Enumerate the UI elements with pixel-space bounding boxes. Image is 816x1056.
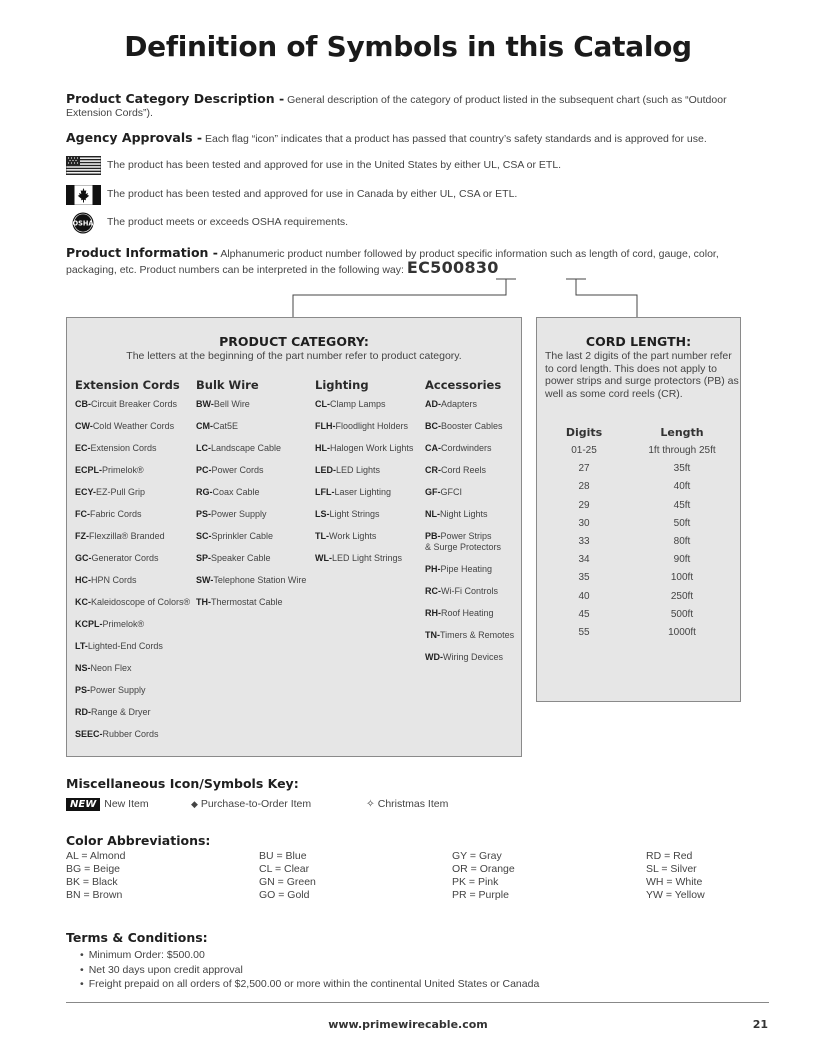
color-abbreviation: AL = Almond [66,850,126,862]
category-item [425,531,514,564]
category-name: Clamp Lamps [330,399,386,409]
category-item [196,465,306,487]
category-item [196,443,306,465]
category-name: Range & Dryer [91,707,151,717]
color-abbreviation: GN = Green [259,876,316,888]
category-name: Timers & Remotes [440,630,515,640]
category-item [425,652,514,674]
category-name: Booster Cables [441,421,503,431]
category-code: HC- [75,575,91,585]
category-code: PH- [425,564,441,574]
category-item [315,487,413,509]
product-category-heading: PRODUCT CATEGORY: [219,334,369,349]
category-item [425,421,514,443]
category-item [196,597,306,619]
product-category-box [66,317,522,757]
category-name: Cat5E [213,421,239,431]
category-name: Wiring Devices [443,652,504,662]
cord-length-table-header [545,426,741,439]
category-code: NS- [75,663,91,673]
category-item [75,399,190,421]
terms-heading: Terms & Conditions: [66,930,208,945]
christmas-star-icon: ✧ [366,798,375,810]
category-item [425,465,514,487]
terms-item: • Freight prepaid on all orders of $2,500.00 or more within the continental United States or Canada [80,977,539,992]
category-code: GC- [75,553,92,563]
page-number: 21 [752,1018,768,1031]
category-name: Extension Cords [90,443,157,453]
color-abbreviation: RD = Red [646,850,693,862]
category-code: KCPL- [75,619,103,629]
category-name: LED Lights [336,465,381,475]
category-item [425,443,514,465]
digits-cell: 30 [578,517,590,529]
category-code: LS- [315,509,330,519]
color-abbreviation: WH = White [646,876,703,888]
color-abbreviation: GY = Gray [452,850,502,862]
agency-approvals [66,131,766,146]
category-name: Rubber Cords [102,729,159,739]
length-cell: 500ft [670,608,694,620]
color-abbreviation: OR = Orange [452,863,515,875]
category-item [315,509,413,531]
category-code: HL- [315,443,330,453]
length-cell: 250ft [670,590,694,602]
category-name: Primelok® [102,465,144,475]
category-item [75,465,190,487]
category-item [75,487,190,509]
category-name: Power Supply [211,509,267,519]
color-abbreviation: CL = Clear [259,863,310,875]
category-item [196,553,306,575]
category-name: Power Strips [440,531,492,541]
color-abbreviation: BK = Black [66,876,118,888]
category-code: CL- [315,399,330,409]
category-item [196,421,306,443]
category-code: BW- [196,399,214,409]
category-code: BC- [425,421,441,431]
category-code: CR- [425,465,441,475]
category-column-title: Extension Cords [75,378,180,392]
cord-length-row [545,445,741,463]
category-code: SEEC- [75,729,103,739]
cord-length-row [545,572,741,590]
category-code: WD- [425,652,443,662]
us-approval-text: The product has been tested and approved for use in the United States by either UL, CSA or ETL. [107,159,562,171]
category-name: Wi-Fi Controls [441,586,499,596]
category-name: Cold Weather Cords [92,421,175,431]
category-code: TN- [425,630,440,640]
category-item [75,685,190,707]
cord-length-row [545,536,741,554]
category-code: FLH- [315,421,336,431]
category-code: TL- [315,531,329,541]
category-name-line2: & Surge Protectors [425,542,502,552]
digits-cell: 55 [578,626,590,638]
category-item [315,421,413,443]
category-item [75,729,190,751]
misc-christmas-item [366,798,448,814]
category-code: CA- [425,443,441,453]
color-abbreviation: PK = Pink [452,876,499,888]
color-column [66,850,125,902]
color-abbreviation: SL = Silver [646,863,697,875]
color-abbreviation: GO = Gold [259,889,310,901]
category-code: RH- [425,608,441,618]
category-code: SW- [196,575,214,585]
category-name: LED Light Strings [332,553,403,563]
product-category-description-text: General description of the category of product listed in the subsequent chart (such as “Outdoor Extension Cords”). [66,94,727,119]
color-abbreviation: BN = Brown [66,889,123,901]
category-item [315,443,413,465]
product-information [66,246,766,277]
category-item [75,443,190,465]
category-item [315,531,413,553]
cord-length-row [545,500,741,518]
category-code: FC- [75,509,90,519]
category-name: Coax Cable [212,487,260,497]
category-code: CW- [75,421,93,431]
misc-purchase-to-order [191,798,311,814]
category-name: Telephone Station Wire [213,575,307,585]
color-column [646,850,705,902]
category-item [196,509,306,531]
terms-list [80,948,539,992]
category-code: LC- [196,443,211,453]
digits-cell: 29 [578,499,590,511]
category-name: GFCI [440,487,462,497]
us-flag-icon [66,156,101,175]
category-name: Generator Cords [91,553,159,563]
category-item [196,487,306,509]
category-column-title: Lighting [315,378,369,392]
category-code: KC- [75,597,91,607]
category-code: LFL- [315,487,335,497]
category-code: SC- [196,531,212,541]
digits-cell: 35 [578,572,590,584]
cord-length-row [545,609,741,627]
christmas-item-label: Christmas Item [377,798,449,810]
color-column [259,850,316,902]
category-name: Work Lights [329,531,377,541]
length-cell: 90ft [673,554,691,566]
category-item [75,509,190,531]
category-code: PS- [196,509,212,519]
purchase-to-order-label: Purchase-to-Order Item [200,798,312,810]
color-abbreviation: BG = Beige [66,863,120,875]
category-item [315,553,413,575]
category-item [75,619,190,641]
category-name: EZ-Pull Grip [96,487,146,497]
category-item [75,531,190,553]
category-item [315,465,413,487]
category-code: LED- [315,465,336,475]
category-item [75,707,190,729]
category-code: AD- [425,399,441,409]
category-name: Cord Reels [441,465,487,475]
digits-cell: 28 [578,481,590,493]
length-column-header: Length [660,426,704,439]
category-item [425,399,514,421]
category-code: RC- [425,586,441,596]
length-cell: 80ft [673,535,691,547]
length-cell: 45ft [673,499,691,511]
category-name: Circuit Breaker Cords [91,399,178,409]
osha-text: The product meets or exceeds OSHA requirements. [107,216,349,228]
category-item [425,487,514,509]
cord-length-row [545,463,741,481]
osha-icon [72,212,94,234]
category-code: CB- [75,399,91,409]
length-cell: 1000ft [668,626,696,638]
cord-length-description: The last 2 digits of the part number refer to cord length. This does not apply to power strips and surge protectors (PB) as well as some cord reels (CR). [545,350,739,400]
category-item [315,399,413,421]
color-abbreviation: PR = Purple [452,889,509,901]
cord-length-row [545,554,741,572]
category-code: LT- [75,641,88,651]
terms-item: • Net 30 days upon credit approval [80,963,539,978]
category-code: SP- [196,553,212,563]
digits-cell: 34 [578,554,590,566]
category-column-title: Accessories [425,378,502,392]
category-name: Halogen Work Lights [330,443,414,453]
category-item [425,509,514,531]
digits-cell: 27 [578,463,590,475]
category-name: Laser Lighting [334,487,392,497]
digits-cell: 01-25 [571,445,597,456]
length-cell: 1ft through 25ft [648,445,716,456]
category-item [196,575,306,597]
category-name: Neon Flex [90,663,132,673]
agency-approvals-heading: Agency Approvals - [66,130,203,145]
category-name: Bell Wire [213,399,250,409]
category-name: Light Strings [329,509,380,519]
length-cell: 100ft [670,572,694,584]
category-name: Cordwinders [441,443,492,453]
category-name: Primelok® [102,619,145,629]
category-code: ECPL- [75,465,102,475]
category-code: FZ- [75,531,89,541]
category-column-accessories [425,378,514,674]
category-column-bulk-wire [196,378,306,619]
category-item [425,586,514,608]
part-number-example: EC500830 [406,258,499,277]
footer-url: www.primewirecable.com [328,1018,488,1031]
color-column [452,850,515,902]
digits-cell: 45 [578,608,590,620]
misc-key-heading: Miscellaneous Icon/Symbols Key: [66,776,299,791]
category-item [196,399,306,421]
product-information-heading: Product Information - [66,245,218,260]
category-name: Kaleidoscope of Colors® [91,597,191,607]
category-item [75,575,190,597]
category-code: GF- [425,487,441,497]
agency-approvals-text: Each flag “icon” indicates that a product has passed that country’s safety standards and is approved for use. [205,133,707,145]
category-name: Lighted-End Cords [87,641,163,651]
category-item [75,597,190,619]
new-item-label: New Item [104,798,149,810]
category-item [75,641,190,663]
footer-divider [66,1002,769,1003]
product-information-text: Alphanumeric product number followed by product specific information such as length of cord, gauge, color, packaging, etc. Product numbers can be interpreted in the following way: [66,248,719,276]
color-abbreviations-heading: Color Abbreviations: [66,833,211,848]
misc-new-item [66,798,149,814]
product-category-subtitle: The letters at the beginning of the part number refer to product category. [126,350,462,362]
category-name: Fabric Cords [90,509,142,519]
category-name: Night Lights [440,509,488,519]
category-name: Thermostat Cable [211,597,283,607]
category-column-title: Bulk Wire [196,378,259,392]
category-code: ECY- [75,487,97,497]
length-cell: 40ft [673,481,691,493]
cord-length-table [545,426,741,645]
category-name: HPN Cords [91,575,137,585]
digits-cell: 40 [578,590,590,602]
cord-length-row [545,627,741,645]
diamond-icon: ◆ [191,799,198,809]
category-name: Sprinkler Cable [211,531,274,541]
category-item [75,663,190,685]
category-name: Pipe Heating [440,564,493,574]
color-abbreviation: BU = Blue [259,850,307,862]
category-code: PB- [425,531,441,541]
category-item [75,421,190,443]
category-code: RD- [75,707,91,717]
osha-icon-label: OSHA [72,219,94,228]
category-code: WL- [315,553,332,563]
category-name: Adapters [441,399,478,409]
length-cell: 50ft [673,517,691,529]
color-abbreviation: YW = Yellow [646,889,705,901]
category-item [425,608,514,630]
category-name: Floodlight Holders [335,421,409,431]
length-cell: 35ft [673,463,691,475]
part-number-connector [280,274,660,320]
category-code: EC- [75,443,91,453]
ca-approval-text: The product has been tested and approved for use in Canada by either UL, CSA or ETL. [107,188,518,200]
category-item [425,630,514,652]
category-code: RG- [196,487,213,497]
category-name: Landscape Cable [211,443,282,453]
category-name: Flexzilla® Branded [89,531,165,541]
category-code: PC- [196,465,212,475]
digits-column-header: Digits [565,426,603,439]
digits-cell: 33 [578,535,590,547]
canada-flag-icon [66,185,101,205]
cord-length-row [545,518,741,536]
category-item [425,564,514,586]
category-item [75,553,190,575]
cord-length-row [545,591,741,609]
category-code: NL- [425,509,440,519]
category-name: Speaker Cable [211,553,271,563]
category-name: Power Cords [211,465,264,475]
cord-length-box [536,317,741,702]
category-code: CM- [196,421,213,431]
category-name: Roof Heating [441,608,494,618]
new-badge-icon: NEW [66,798,100,811]
category-column-lighting [315,378,413,575]
product-category-description [66,92,766,120]
category-code: TH- [196,597,211,607]
terms-item: • Minimum Order: $500.00 [80,948,539,963]
category-item [196,531,306,553]
product-category-description-heading: Product Category Description - [66,91,285,106]
category-code: PS- [75,685,91,695]
page-title: Definition of Symbols in this Catalog [124,30,692,63]
cord-length-row [545,481,741,499]
category-column-extension-cords [75,378,190,751]
cord-length-heading: CORD LENGTH: [585,334,692,349]
category-name: Power Supply [90,685,146,695]
